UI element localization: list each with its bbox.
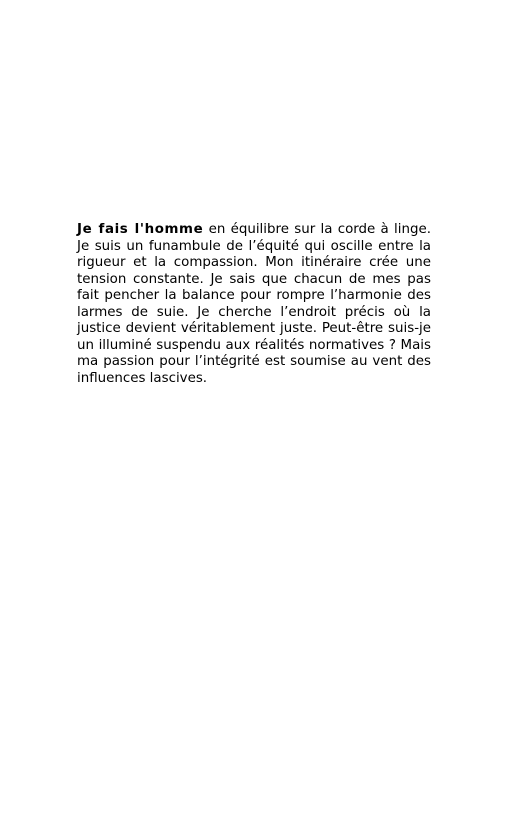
paragraph-body: en équilibre sur la corde à linge. Je suis un funambule de l’équité qui oscille entre la rigueur et la compassion. Mon itinéraire crée une tension constante. Je sais que chacun de mes pas fait pencher la balance pour rompre l’harmonie des larmes de suie. Je cherche l’endroit précis où la justice devient véritablement juste. Peut-être suis-je un illuminé suspendu aux réalités normatives ? Mais ma passion pour l’intégrité est soumise au vent des influences lascives. [77,222,431,386]
paragraph-lead: Je fais l'homme [77,222,204,237]
paragraph [77,222,431,387]
